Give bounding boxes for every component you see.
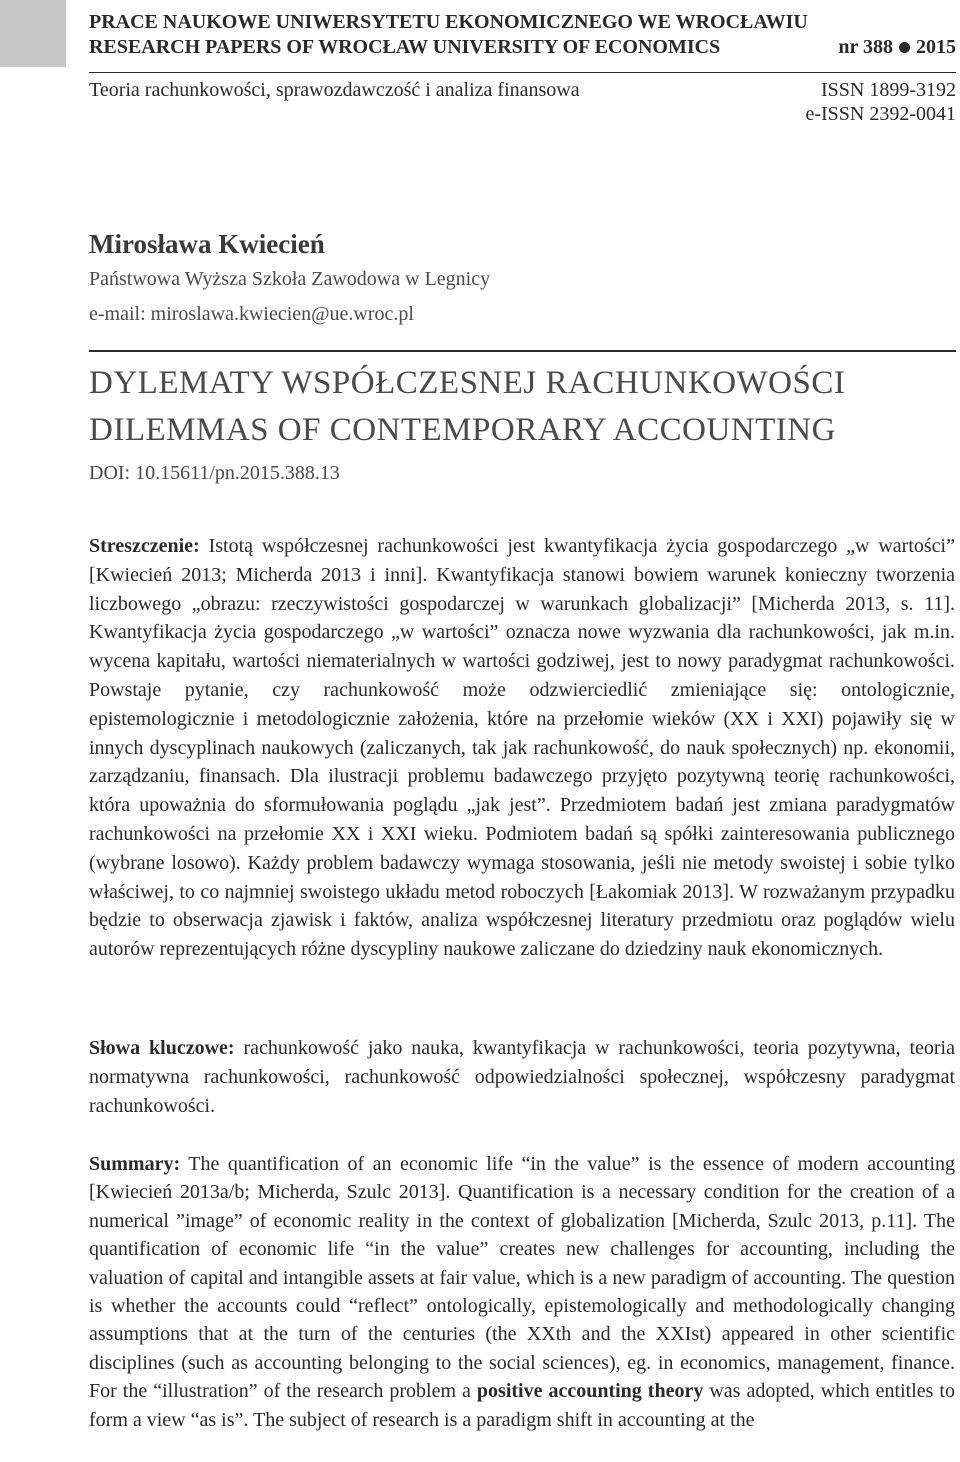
summary-bold-term: positive accounting theory — [476, 1380, 704, 1403]
header-rule — [89, 72, 956, 73]
author-name: Mirosława Kwiecień — [89, 229, 325, 259]
issue-label — [838, 36, 956, 59]
journal-name-pl: PRACE NAUKOWE UNIWERSYTETU EKONOMICZNEGO WE WROCŁAWIU — [89, 11, 808, 33]
bullet-separator — [899, 42, 910, 53]
journal-header — [89, 10, 956, 60]
doi: DOI: 10.15611/pn.2015.388.13 — [89, 462, 340, 484]
abstract-label: Streszczenie: — [89, 535, 200, 557]
author-affiliation: Państwowa Wyższa Szkoła Zawodowa w Legnicy — [89, 268, 491, 290]
journal-name-en: RESEARCH PAPERS OF WROCŁAW UNIVERSITY OF ECONOMICS — [89, 36, 721, 58]
title-english: DILEMMAS OF CONTEMPORARY ACCOUNTING — [89, 412, 836, 448]
series-row — [89, 78, 956, 126]
header-gray-block — [0, 0, 66, 67]
issue-year: 2015 — [916, 36, 956, 58]
article-title — [89, 360, 845, 454]
keywords-paragraph — [89, 1034, 955, 1121]
summary-text-2: was adopted, which entitles to form a view “as is”. The subject of research is a paradigm shift in accounting at the — [89, 1380, 955, 1431]
author-email: e-mail: miroslawa.kwiecien@ue.wroc.pl — [89, 303, 414, 325]
issue-number: nr 388 — [838, 36, 893, 58]
summary-label: Summary: — [89, 1153, 181, 1175]
journal-name-en-row — [89, 35, 956, 60]
abstract-paragraph — [89, 532, 955, 964]
title-polish: DYLEMATY WSPÓŁCZESNEJ RACHUNKOWOŚCI — [89, 365, 846, 401]
summary-paragraph — [89, 1150, 955, 1434]
issn-block — [805, 78, 956, 126]
issn: ISSN 1899-3192 — [820, 79, 956, 101]
title-rule — [89, 350, 956, 352]
abstract-text: Istotą współczesnej rachunkowości jest kwantyfikacja życia gospodarczego „w wartości” [Kwiecień 2013; Micherda 2013 i inni]. Kwantyfikacja stanowi bowiem warunek konieczny tworzenia liczbowego „obrazu: rzeczywistości gospodarczej w warunkach globalizacji” [Micherda 2013, s. 11]. Kwantyfikacja życia gospodarczego „w wartości” oznacza nowe wyzwania dla rachunkowości, jak m.in. wycena kapitału, wartości niematerialnych w wartości godziwej, jest to nowy paradygmat rachunkowości. Powstaje pytanie, czy rachunkowość może odzwierciedlić zmieniające się: ontologicznie, epistemologicznie i metodologicznie założenia, które na przełomie wieków (XX i XXI) pojawiły się w innych dyscyplinach naukowych (zaliczanych, tak jak rachunkowość, do nauk społecznych) np. ekonomii, zarządzaniu, finansach. Dla ilustracji problemu badawczego przyjęto pozytywną teorię rachunkowości, która upoważnia do sformułowania poglądu „jak jest”. Przedmiotem badań jest zmiana paradygmatów rachunkowości na przełomie XX i XXI wieku. Podmiotem badań są spółki zainteresowania publicznego (wybrane losowo). Każdy problem badawczy wymaga stosowania, jeśli nie metody swoistej i sobie tylko właściwej, to co najmniej swoistego układu metod roboczych [Łakomiak 2013]. W rozważanym przypadku będzie to obserwacja zjawisk i faktów, analiza współczesnej literatury przedmiotu oraz poglądów wielu autorów reprezentujących różne dyscypliny naukowe zaliczane do dziedziny nauk ekonomicznych. — [89, 535, 955, 961]
eissn: e-ISSN 2392-0041 — [805, 103, 956, 125]
keywords-label: Słowa kluczowe: — [89, 1037, 235, 1059]
series-title: Teoria rachunkowości, sprawozdawczość i analiza finansowa — [89, 79, 580, 101]
keywords-text: rachunkowość jako nauka, kwantyfikacja w rachunkowości, teoria pozytywna, teoria normatywna rachunkowości, rachunkowość odpowiedzialności społecznej, współczesny paradygmat rachunkowości. — [89, 1037, 955, 1117]
summary-text-1: The quantification of an economic life “in the value” is the essence of modern accounting [Kwiecień 2013a/b; Micherda, Szulc 2013]. Quantification is a necessary condition for the creation of a numerical ”image” of economic reality in the context of globalization [Micherda, Szulc 2013, p.11]. The quantification of economic life “in the value” creates new challenges for accounting, including the valuation of capital and intangible assets at fair value, which is a new paradigm of accounting. The question is whether the accounts could “reflect” ontologically, epistemologically and methodologically changing assumptions that at the turn of the centuries (the XXth and the XXIst) appeared in other scientific disciplines (such as accounting belonging to the social sciences), eg. in economics, management, finance. For the “illustration” of the research problem a — [89, 1153, 955, 1403]
